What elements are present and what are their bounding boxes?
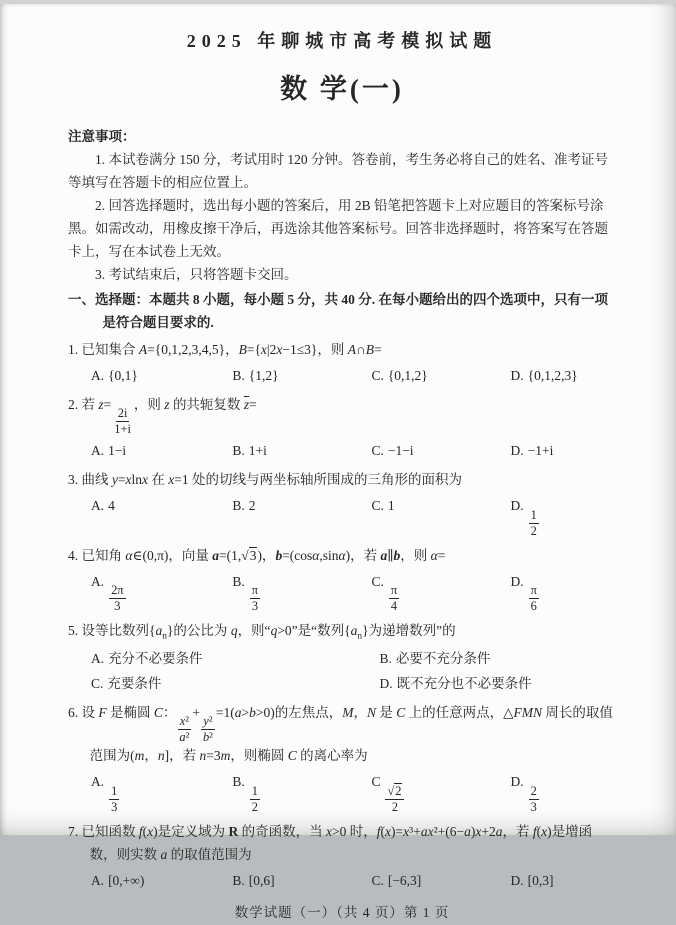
option-label: D. — [510, 573, 524, 589]
option-label: B. — [232, 872, 245, 888]
question-2-option-b — [232, 440, 371, 463]
question-6-option-a — [91, 771, 232, 815]
option-body: [0,6] — [248, 872, 275, 888]
page-footer: 数学试题（一）（共 4 页）第 1 页 — [234, 905, 450, 921]
question-7 — [68, 821, 616, 893]
question-6-stem: 6. 设 F 是椭圆 C： $\frac{\text{x²}}{\text{a²}}$ + $\frac{\text{y²}}{\text{b²}}$ =1(a>b>0)的左焦点，M，N 是 C 上的任意两点，△FMN 周长的取值范围为(m，n]，若 n=3m，则椭圆 C 的离心率为 — [68, 704, 613, 764]
option-label: D. — [510, 498, 524, 514]
option-body: [0,+∞) — [108, 872, 145, 888]
option-body: $\frac{1}{3}$ — [111, 783, 118, 814]
option-body: 必要不充分条件 — [395, 650, 491, 666]
question-3-option-c — [371, 495, 510, 539]
question-2-stem: 2. 若 z= $\frac{2i}{1+i}$ ，则 z 的共轭复数 $\overline{z}=$ — [68, 396, 257, 437]
question-1-option-d — [511, 365, 616, 388]
question-1-option-b — [232, 365, 371, 388]
option-body: 充要条件 — [107, 675, 162, 691]
question-4-option-b — [232, 571, 371, 615]
question-4-option-a — [91, 571, 232, 615]
option-body: {0,1,2} — [387, 367, 428, 383]
option-body: $\frac{1}{2}$ — [530, 507, 537, 538]
option-label: B. — [232, 498, 245, 514]
option-body: [−6,3] — [387, 872, 422, 888]
question-7-stem: 7. 已知函数 f(x)是定义域为 R 的奇函数，当 x>0 时，f(x)=x³+ax²+(6−a)x+2a，若 f(x)是增函数，则实数 a 的取值范围为 — [68, 823, 593, 862]
question-4-option-d — [511, 571, 616, 615]
question-4-options — [68, 571, 616, 615]
question-5-option-b — [379, 648, 616, 671]
question-2-option-c — [371, 440, 510, 463]
question-5-option-a — [91, 648, 380, 671]
question-5 — [68, 620, 616, 696]
option-body: [0,3] — [527, 872, 554, 888]
option-label: D. — [510, 774, 524, 790]
option-label: D. — [510, 443, 524, 459]
question-6-option-c — [371, 771, 510, 815]
option-label: B. — [232, 367, 245, 383]
question-7-options — [68, 870, 616, 893]
option-body: $\frac{\pi}{4}$ — [390, 583, 398, 614]
question-7-option-d — [511, 870, 616, 893]
option-body: $\frac{\pi}{6}$ — [530, 583, 537, 614]
question-5-option-d — [379, 673, 616, 696]
option-body: $\frac{√2}{2}$ — [384, 774, 405, 789]
question-6-option-d — [511, 771, 616, 815]
option-label: A. — [90, 872, 105, 888]
option-label: A. — [90, 443, 105, 459]
question-3 — [68, 469, 616, 538]
question-3-option-d — [511, 495, 616, 539]
notice-heading: 注意事项： — [68, 129, 136, 145]
option-label: D. — [510, 367, 524, 383]
question-1-options — [68, 365, 616, 388]
question-4-option-c — [371, 571, 510, 615]
option-label: A. — [90, 650, 105, 666]
question-2-options — [68, 440, 616, 463]
option-body: {0,1,2,3} — [527, 367, 578, 383]
section-1-header: 一、选择题：本题共 8 小题，每小题 5 分，共 40 分. 在每小题给出的四个选项中，只有一项是符合题目要求的. — [68, 292, 608, 330]
question-3-options — [68, 495, 616, 539]
option-label: B. — [379, 650, 392, 666]
option-label: A. — [90, 367, 105, 383]
question-7-option-b — [232, 870, 371, 893]
exam-subtitle: 数 学(一) — [280, 73, 404, 104]
option-label: C. — [371, 367, 384, 383]
page-content — [68, 22, 616, 925]
option-body: 既不充分也不必要条件 — [396, 675, 532, 691]
question-1-option-a — [91, 365, 232, 388]
option-body: −1+i — [527, 443, 554, 459]
question-4-stem: 4. 已知角 α∈(0,π)，向量 a=(1,√3)，b=(cosα,sinα)，若 a∥b，则 α= — [68, 547, 446, 563]
question-2 — [68, 394, 616, 463]
option-label: C. — [371, 573, 384, 589]
question-6 — [68, 702, 616, 815]
question-5-option-c — [91, 673, 380, 696]
question-6-option-b — [232, 771, 371, 815]
option-label: A. — [90, 774, 105, 790]
question-3-stem: 3. 曲线 y=xlnx 在 x=1 处的切线与两坐标轴所围成的三角形的面积为 — [68, 472, 463, 488]
option-body: {0,1} — [108, 367, 138, 383]
notice-item-3: 3. 考试结束后，只将答题卡交回。 — [95, 267, 298, 283]
option-label: C — [371, 774, 381, 790]
option-body: −1−i — [387, 443, 414, 459]
question-7-option-a — [91, 870, 232, 893]
option-label: D. — [510, 872, 524, 888]
option-label: C. — [371, 872, 384, 888]
option-label: B. — [232, 573, 245, 589]
option-body: 1+i — [248, 443, 267, 459]
option-body: $\frac{\pi}{3}$ — [251, 583, 259, 614]
question-7-option-c — [371, 870, 510, 893]
option-label: C. — [371, 498, 384, 514]
question-1-option-c — [371, 365, 510, 388]
question-1-stem: 1. 已知集合 A={0,1,2,3,4,5}，B={x|2x−1≤3}，则 A∩B= — [68, 341, 382, 357]
notice-item-1: 1. 本试卷满分 150 分，考试用时 120 分钟。答卷前，考生务必将自己的姓名、准考证号等填写在答题卡的相应位置上。 — [68, 152, 608, 191]
option-label: B. — [232, 774, 245, 790]
option-label: B. — [232, 443, 245, 459]
option-label: C. — [90, 675, 104, 691]
option-label: A. — [90, 498, 105, 514]
question-4 — [68, 545, 616, 614]
question-2-option-d — [511, 440, 616, 463]
option-body: 4 — [108, 498, 115, 514]
question-5-options — [68, 648, 616, 696]
option-body: {1,2} — [248, 367, 279, 383]
option-body: 1−i — [108, 443, 127, 459]
option-body: $\frac{2\pi}{3}$ — [111, 583, 124, 614]
question-5-stem: 5. 设等比数列$\{a_n\}$的公比为 q，则“q>0”是“数列$\{a_n\}$为递增数列”的 — [68, 623, 456, 642]
page-title: 2025 年聊城市高考模拟试题 — [186, 31, 498, 51]
question-3-option-a — [91, 495, 232, 539]
option-body: $\frac{1}{2}$ — [251, 783, 258, 814]
question-2-option-a — [91, 440, 232, 463]
question-1 — [68, 339, 616, 388]
option-body: 1 — [387, 498, 395, 514]
option-body: 充分不必要条件 — [108, 650, 203, 666]
question-6-options — [68, 771, 616, 815]
option-body: $\frac{2}{3}$ — [530, 783, 537, 814]
notice-item-2: 2. 回答选择题时，选出每小题的答案后，用 2B 铅笔把答题卡上对应题目的答案标号涂黑。如需改动，用橡皮擦干净后，再选涂其他答案标号。回答非选择题时，将答案写在答题卡上，写在本试卷上无效。 — [68, 198, 608, 260]
option-label: C. — [371, 443, 384, 459]
option-body: 2 — [248, 498, 256, 514]
option-label: A. — [90, 573, 105, 589]
option-label: D. — [379, 675, 393, 691]
question-3-option-b — [232, 495, 371, 539]
